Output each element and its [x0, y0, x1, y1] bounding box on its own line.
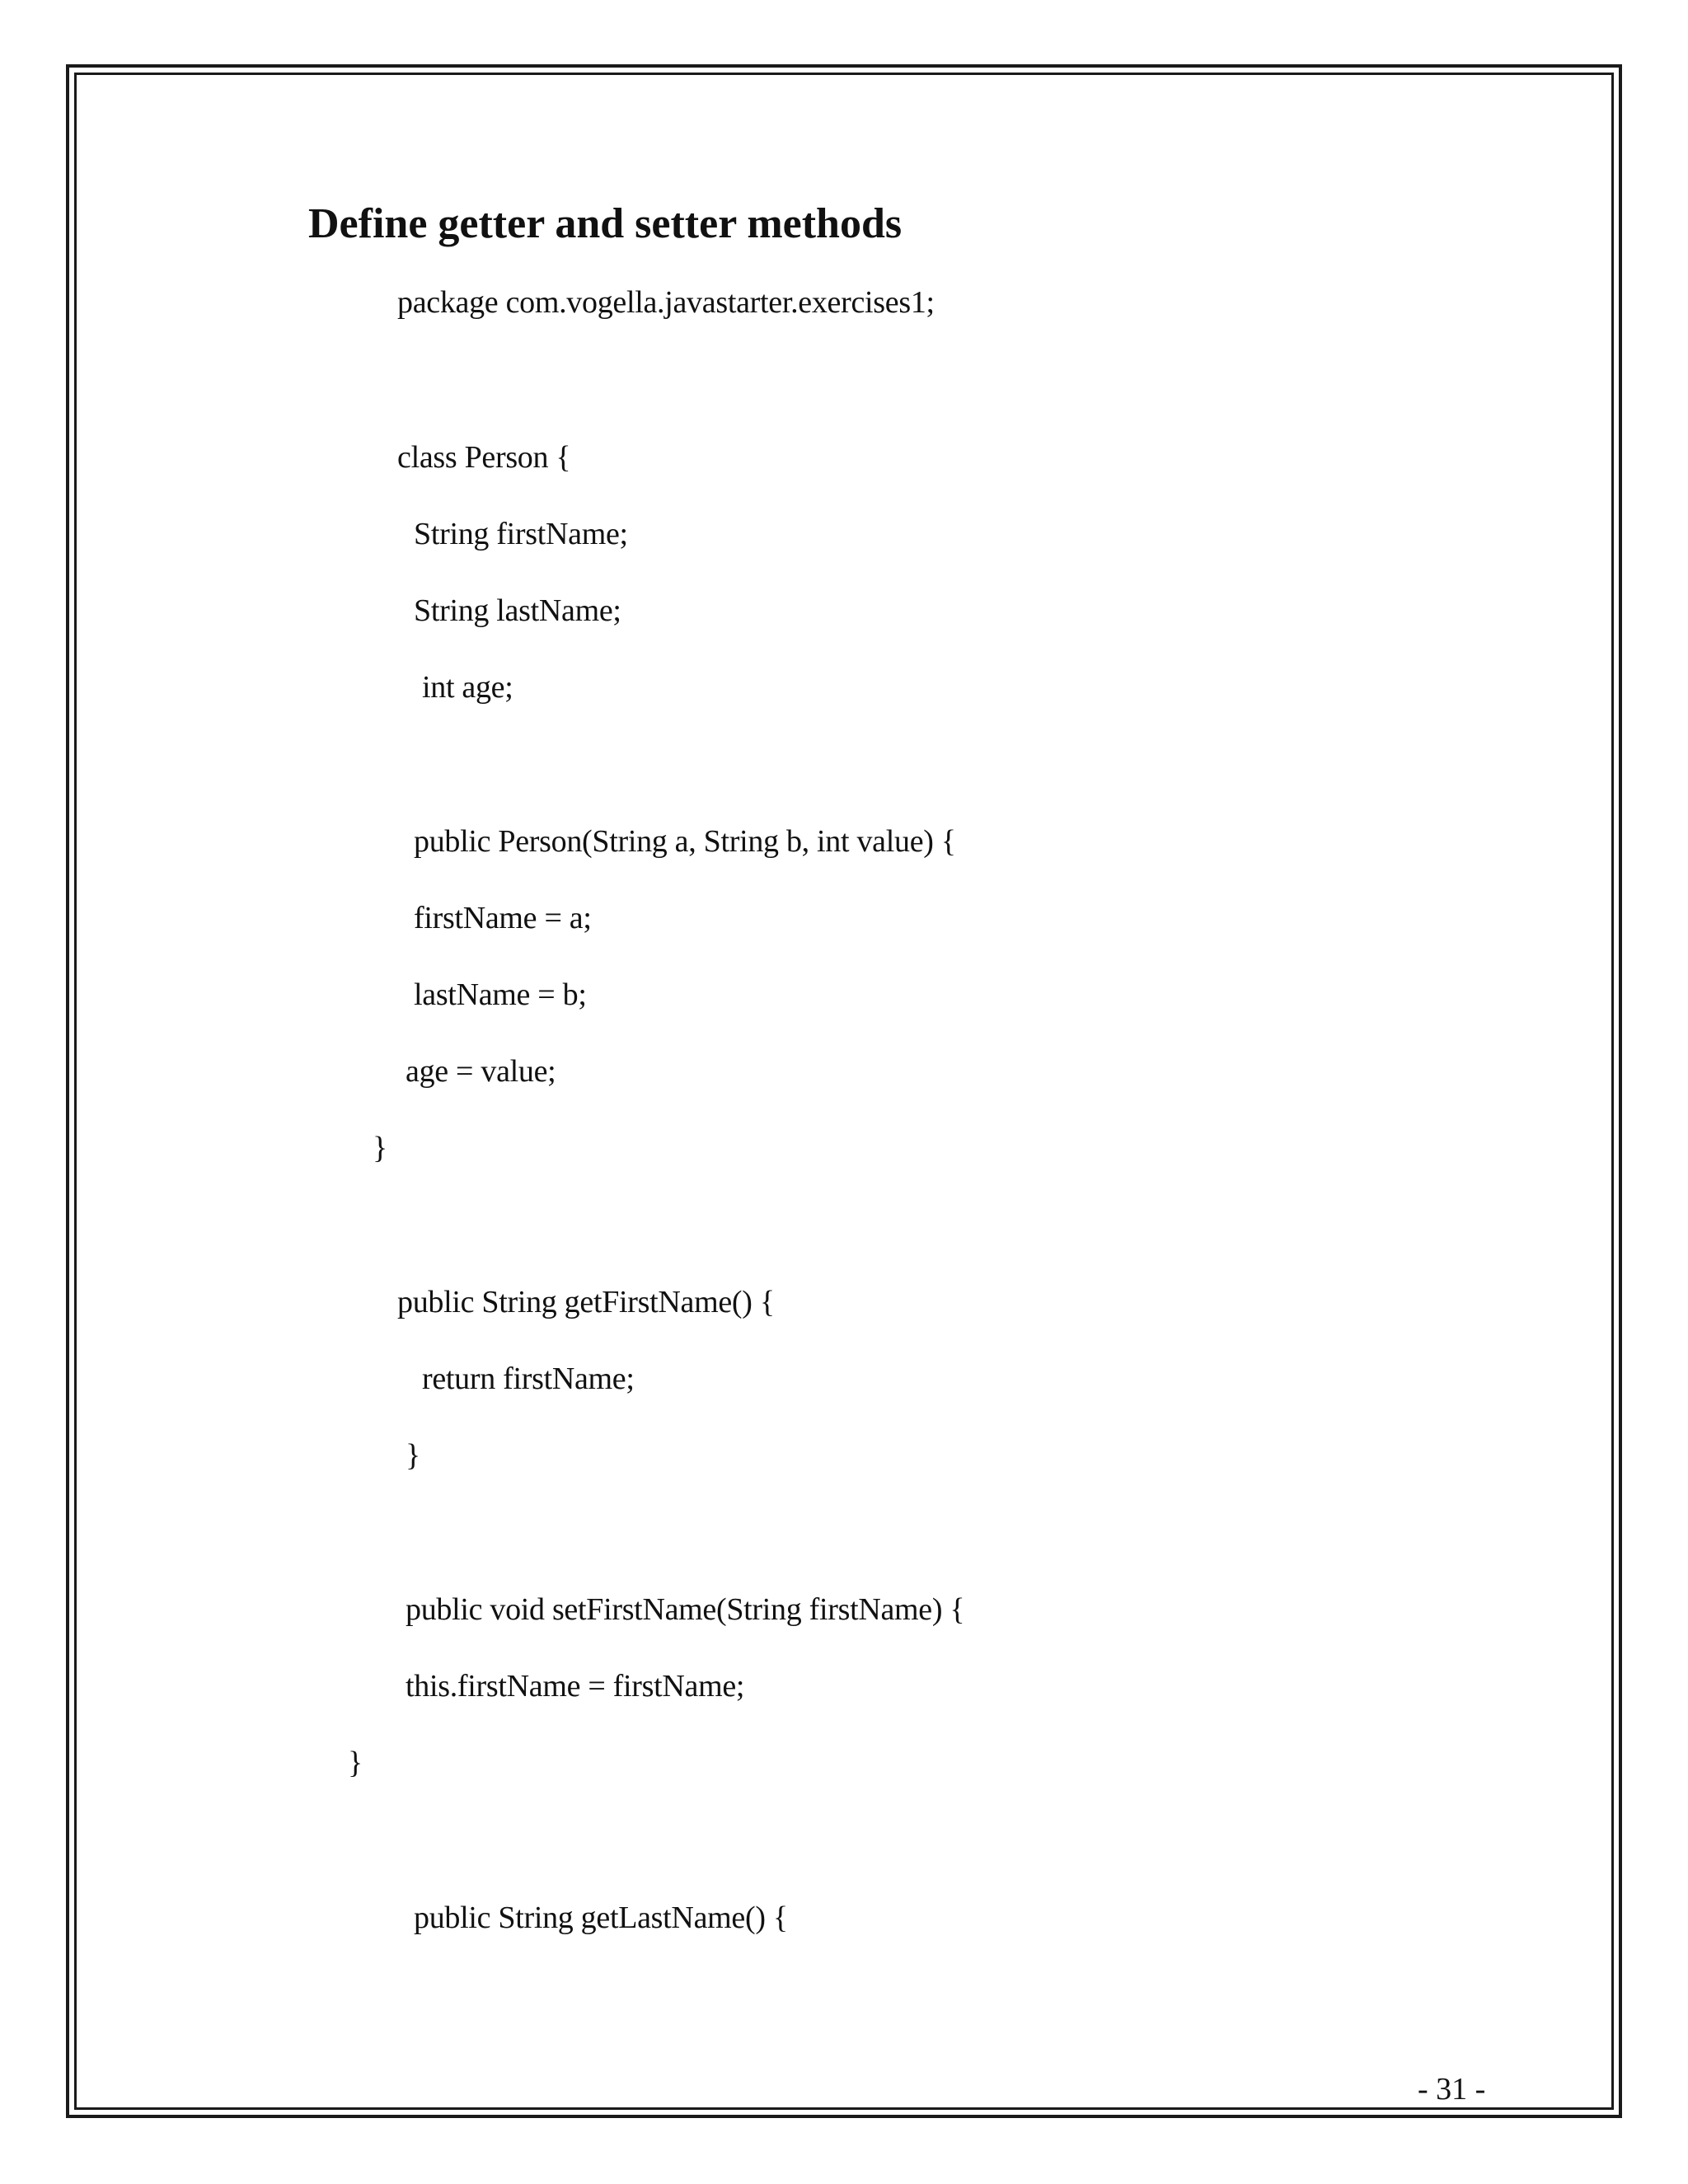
- code-line: this.firstName = firstName;: [406, 1669, 745, 1704]
- code-line: public String getLastName() {: [414, 1900, 788, 1935]
- code-line: public String getFirstName() {: [397, 1285, 775, 1319]
- page-number: - 31 -: [1418, 2072, 1486, 2107]
- code-line: String firstName;: [414, 517, 628, 551]
- code-line: public Person(String a, String b, int value) {: [414, 824, 956, 859]
- code-line: lastName = b;: [414, 977, 587, 1012]
- code-line: firstName = a;: [414, 901, 592, 935]
- code-line: age = value;: [406, 1054, 556, 1089]
- code-line: public void setFirstName(String firstName) {: [406, 1592, 965, 1627]
- section-heading: Define getter and setter methods: [308, 200, 903, 247]
- code-line: int age;: [422, 670, 513, 705]
- code-line: }: [406, 1438, 420, 1473]
- code-line: class Person {: [397, 440, 571, 475]
- code-line: return firstName;: [422, 1361, 635, 1396]
- code-line: package com.vogella.javastarter.exercises1;: [397, 285, 935, 320]
- code-line: }: [348, 1746, 363, 1780]
- code-line: }: [373, 1131, 387, 1165]
- code-line: String lastName;: [414, 593, 621, 628]
- page-border-inner: [74, 73, 1614, 2110]
